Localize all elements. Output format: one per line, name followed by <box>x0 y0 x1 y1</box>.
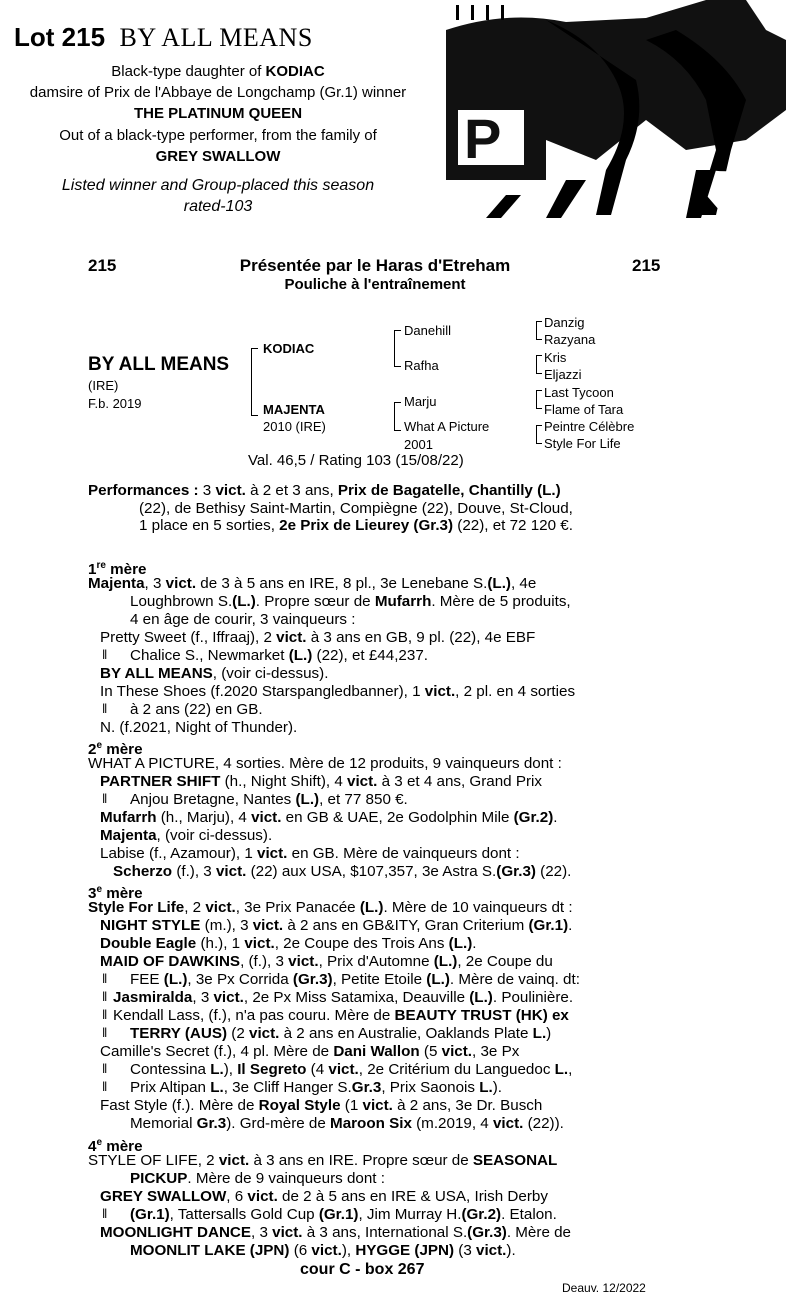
pedigree-g3-4: Eljazzi <box>544 367 582 382</box>
lot-label: Lot 215 <box>14 22 106 52</box>
third-dam-produce-4-cont-2: Prix Altipan L., 3e Cliff Hanger S.Gr.3, Prix Saonois L.). <box>130 1079 503 1096</box>
pedigree-dam-dam-year: 2001 <box>404 437 433 452</box>
pedigree-sire: KODIAC <box>263 341 315 356</box>
pedigree-g3-5: Last Tycoon <box>544 385 614 400</box>
first-dam-line-1: Majenta, 3 vict. de 3 à 5 ans en IRE, 8 pl., 3e Lenebane S.(L.), 4e <box>88 575 537 592</box>
pedigree-dam: MAJENTA <box>263 402 325 417</box>
third-dam-produce-1: NIGHT STYLE (m.), 3 vict. à 2 ans en GB&ITY, Gran Criterium (Gr.1). <box>100 917 573 934</box>
lot-number-left: 215 <box>88 256 117 275</box>
pedigree-bracket-g3-2 <box>536 355 542 374</box>
continuation-bar: ‖ <box>102 971 108 986</box>
pedigree-g3-6: Flame of Tara <box>544 402 624 417</box>
first-dam-heading: 1re mère <box>88 560 147 579</box>
third-dam-produce-4-cont-1: Contessina L.), Il Segreto (4 vict., 2e Critérium du Languedoc L., <box>130 1061 573 1078</box>
pedigree-name: BY ALL MEANS <box>88 354 230 375</box>
first-dam-produce-1-cont: Chalice S., Newmarket (L.) (22), et £44,237. <box>130 647 428 664</box>
header-line-2: damsire of Prix de l'Abbaye de Longchamp (Gr.1) winner <box>29 84 407 101</box>
pedigree-bracket-g3-3 <box>536 390 542 409</box>
fourth-dam-line-1: STYLE OF LIFE, 2 vict. à 3 ans en IRE. Propre sœur de SEASONAL <box>88 1152 558 1169</box>
second-dam-produce-2: Mufarrh (h., Marju), 4 vict. en GB & UAE, 2e Godolphin Mile (Gr.2). <box>100 809 558 826</box>
fourth-dam-heading: 4e mère <box>88 1137 143 1156</box>
continuation-bar: ‖ <box>102 1206 108 1221</box>
continuation-bar: ‖ <box>102 791 108 806</box>
first-dam-produce-1: Pretty Sweet (f., Iffraaj), 2 vict. à 3 ans en GB, 9 pl. (22), 4e EBF <box>100 629 536 646</box>
pedigree-g3-8: Style For Life <box>544 436 621 451</box>
third-dam-line-1: Style For Life, 2 vict., 3e Prix Panacée (L.). Mère de 10 vainqueurs dt : <box>88 899 573 916</box>
third-dam-produce-3: MAID OF DAWKINS, (f.), 3 vict., Prix d'Automne (L.), 2e Coupe du <box>100 953 553 970</box>
presenter: Présentée par le Haras d'Etreham <box>239 256 511 275</box>
header-italic-2: rated-103 <box>183 198 253 215</box>
fourth-dam-line-2: PICKUP. Mère de 9 vainqueurs dont : <box>130 1170 385 1187</box>
pedigree-rating: Val. 46,5 / Rating 103 (15/08/22) <box>248 452 464 469</box>
third-dam-grandproduce-2-cont: TERRY (AUS) (2 vict. à 2 ans en Australie, Oaklands Plate L.) <box>130 1025 552 1042</box>
pedigree-bracket-main <box>251 348 258 416</box>
fourth-dam-produce-1-cont: (Gr.1), Tattersalls Gold Cup (Gr.1), Jim Murray H.(Gr.2). Etalon. <box>130 1206 557 1223</box>
continuation-bar: ‖ <box>102 701 108 716</box>
horse-name-title: BY ALL MEANS <box>119 23 313 52</box>
first-dam-produce-4: N. (f.2021, Night of Thunder). <box>100 719 298 736</box>
fourth-dam-produce-2-cont: MOONLIT LAKE (JPN) (6 vict.), HYGGE (JPN) (3 vict.). <box>130 1242 516 1259</box>
continuation-bar: ‖ <box>102 1079 108 1094</box>
header-line-4: Out of a black-type performer, from the family of <box>59 127 377 144</box>
pedigree-dam-sire: Marju <box>404 394 437 409</box>
continuation-bar: ‖ <box>102 1025 108 1040</box>
continuation-bar: ‖ <box>102 1061 108 1076</box>
box-location: cour C - box 267 <box>300 1261 425 1278</box>
third-dam-produce-4: Camille's Secret (f.), 4 pl. Mère de Dani Wallon (5 vict., 3e Px <box>100 1043 520 1060</box>
pedigree-sire-dam: Rafha <box>404 358 439 373</box>
performances-line-1: Performances : 3 vict. à 2 et 3 ans, Prix de Bagatelle, Chantilly (L.) <box>88 482 561 499</box>
svg-text:P: P <box>464 107 502 170</box>
continuation-bar: ‖ <box>102 989 108 1004</box>
fourth-dam-produce-2: MOONLIGHT DANCE, 3 vict. à 3 ans, International S.(Gr.3). Mère de <box>100 1224 571 1241</box>
header-line-3: THE PLATINUM QUEEN <box>133 105 303 122</box>
second-dam-heading: 2e mère <box>88 740 143 759</box>
pedigree-origin: (IRE) <box>88 378 119 393</box>
third-dam-grandproduce-2: Kendall Lass, (f.), n'a pas couru. Mère de BEAUTY TRUST (HK) ex <box>113 1007 569 1024</box>
header-line-5: GREY SWALLOW <box>155 148 281 165</box>
pedigree-bracket-sire <box>394 330 401 367</box>
pedigree-g3-2: Razyana <box>544 332 596 347</box>
first-dam-line-2: Loughbrown S.(L.). Propre sœur de Mufarrh. Mère de 5 produits, <box>130 593 571 610</box>
horse-status: Pouliche à l'entraînement <box>284 276 466 293</box>
third-dam-produce-5-cont: Memorial Gr.3). Grd-mère de Maroon Six (m.2019, 4 vict. (22)). <box>130 1115 564 1132</box>
header-italic-1: Listed winner and Group-placed this season <box>61 177 375 194</box>
second-dam-produce-1: PARTNER SHIFT (h., Night Shift), 4 vict. à 3 et 4 ans, Grand Prix <box>100 773 543 790</box>
second-dam-line-1: WHAT A PICTURE, 4 sorties. Mère de 12 produits, 9 vainqueurs dont : <box>88 755 562 772</box>
pedigree-g3-3: Kris <box>544 350 567 365</box>
footer-ref: Deauv. 12/2022 <box>562 1281 646 1295</box>
first-dam-produce-2: BY ALL MEANS, (voir ci-dessus). <box>100 665 329 682</box>
header-line-1: Black-type daughter of KODIAC <box>111 63 325 80</box>
pedigree-dam-dam: What A Picture <box>404 419 490 434</box>
first-dam-line-3: 4 en âge de courir, 3 vainqueurs : <box>130 611 356 628</box>
fourth-dam-produce-1: GREY SWALLOW, 6 vict. de 2 à 5 ans en IRE & USA, Irish Derby <box>100 1188 548 1205</box>
second-dam-grandproduce-1: Scherzo (f.), 3 vict. (22) aux USA, $107,357, 3e Astra S.(Gr.3) (22). <box>113 863 572 880</box>
first-dam-produce-3: In These Shoes (f.2020 Starspangledbanner), 1 vict., 2 pl. en 4 sorties <box>100 683 576 700</box>
third-dam-grandproduce-1: Jasmiralda, 3 vict., 2e Px Miss Satamixa, Deauville (L.). Poulinière. <box>113 989 574 1006</box>
performances-line-3: 1 place en 5 sorties, 2e Prix de Lieurey (Gr.3) (22), et 72 120 €. <box>139 517 573 534</box>
pedigree-bracket-dam <box>394 402 401 431</box>
performances-line-2: (22), de Bethisy Saint-Martin, Compiègne (22), Douve, St-Cloud, <box>139 500 573 517</box>
pedigree-g3-7: Peintre Célèbre <box>544 419 635 434</box>
lot-number-right: 215 <box>632 256 661 275</box>
pedigree-g3-1: Danzig <box>544 315 585 330</box>
lot-title <box>14 22 313 53</box>
continuation-bar: ‖ <box>102 647 108 662</box>
pedigree-sire-sire: Danehill <box>404 323 451 338</box>
first-dam-produce-3-cont: à 2 ans (22) en GB. <box>130 701 263 718</box>
third-dam-produce-2: Double Eagle (h.), 1 vict., 2e Coupe des Trois Ans (L.). <box>100 935 477 952</box>
continuation-bar: ‖ <box>102 1007 108 1022</box>
second-dam-produce-1-cont: Anjou Bretagne, Nantes (L.), et 77 850 €. <box>130 791 408 808</box>
pedigree-foaled: F.b. 2019 <box>88 396 142 411</box>
third-dam-produce-5: Fast Style (f.). Mère de Royal Style (1 vict. à 2 ans, 3e Dr. Busch <box>100 1097 543 1114</box>
second-dam-produce-4: Labise (f., Azamour), 1 vict. en GB. Mère de vainqueurs dont : <box>100 845 520 862</box>
third-dam-heading: 3e mère <box>88 884 143 903</box>
pedigree-dam-info: 2010 (IRE) <box>263 419 326 434</box>
racing-photo <box>446 0 786 218</box>
second-dam-produce-3: Majenta, (voir ci-dessus). <box>100 827 273 844</box>
pedigree-bracket-g3-1 <box>536 321 542 340</box>
pedigree-bracket-g3-4 <box>536 425 542 444</box>
third-dam-produce-3-cont: FEE (L.), 3e Px Corrida (Gr.3), Petite Etoile (L.). Mère de vainq. dt: <box>130 971 580 988</box>
